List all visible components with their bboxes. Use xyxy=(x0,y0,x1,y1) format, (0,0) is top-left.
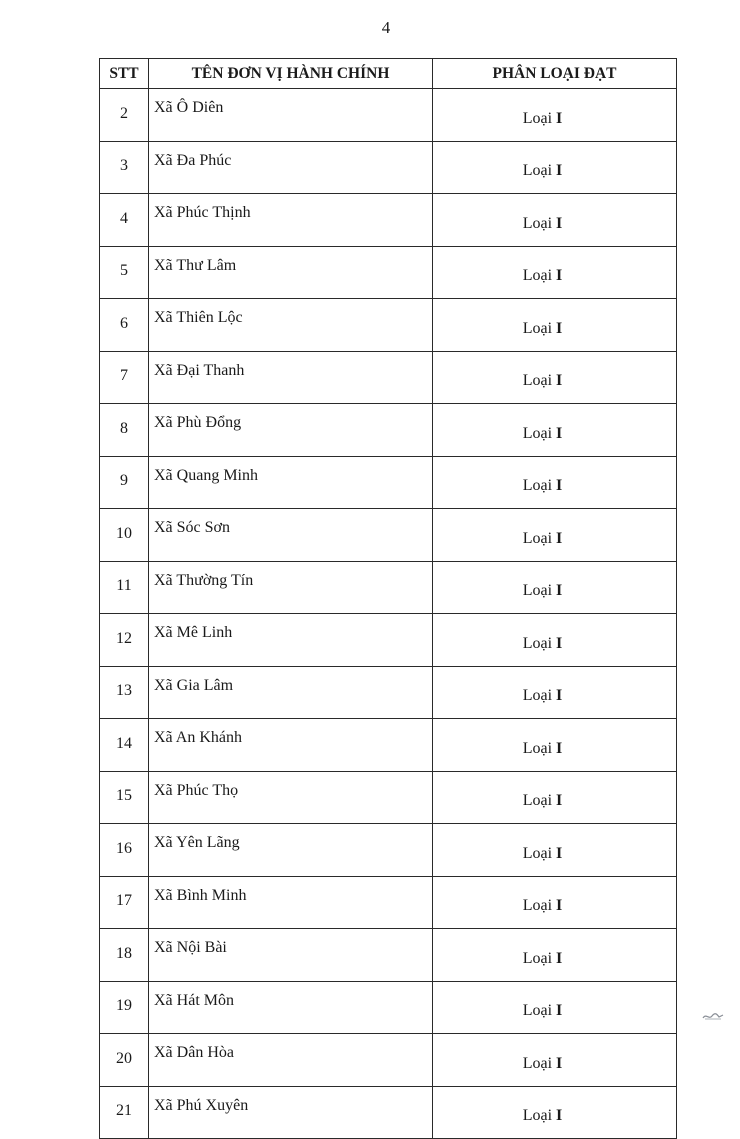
row-stt: 19 xyxy=(100,981,149,1034)
row-unit-name: Xã Hát Môn xyxy=(149,981,433,1034)
row-unit-name: Xã Gia Lâm xyxy=(149,666,433,719)
table-row xyxy=(100,824,677,877)
row-classification xyxy=(433,1034,677,1087)
classification-prefix: Loại xyxy=(522,949,553,967)
row-unit-name: Xã Phúc Thọ xyxy=(149,771,433,824)
row-stt: 15 xyxy=(100,771,149,824)
row-unit-name: Xã Bình Minh xyxy=(149,876,433,929)
row-unit-name: Xã Đại Thanh xyxy=(149,351,433,404)
row-unit-name: Xã Phú Xuyên xyxy=(149,1086,433,1139)
table-row xyxy=(100,299,677,352)
row-classification xyxy=(433,351,677,404)
classification-grade: I xyxy=(556,739,563,757)
row-unit-name: Xã Yên Lãng xyxy=(149,824,433,877)
table-row xyxy=(100,929,677,982)
classification-grade: I xyxy=(556,949,563,967)
classification-prefix: Loại xyxy=(522,109,553,127)
row-classification xyxy=(433,456,677,509)
classification-grade: I xyxy=(556,1054,563,1072)
row-unit-name: Xã Sóc Sơn xyxy=(149,509,433,562)
row-unit-name: Xã Quang Minh xyxy=(149,456,433,509)
row-stt: 3 xyxy=(100,141,149,194)
table-row xyxy=(100,1034,677,1087)
row-stt: 6 xyxy=(100,299,149,352)
row-classification xyxy=(433,404,677,457)
row-classification xyxy=(433,981,677,1034)
row-classification xyxy=(433,876,677,929)
page-number: 4 xyxy=(381,18,391,37)
row-classification xyxy=(433,771,677,824)
table-row xyxy=(100,509,677,562)
row-classification xyxy=(433,509,677,562)
row-classification xyxy=(433,89,677,142)
classification-prefix: Loại xyxy=(522,844,553,862)
classification-grade: I xyxy=(556,424,563,442)
row-unit-name: Xã Phúc Thịnh xyxy=(149,194,433,247)
row-classification xyxy=(433,299,677,352)
row-classification xyxy=(433,1086,677,1139)
table-header-row xyxy=(100,59,677,89)
row-unit-name: Xã Thường Tín xyxy=(149,561,433,614)
row-unit-name: Xã Dân Hòa xyxy=(149,1034,433,1087)
classification-prefix: Loại xyxy=(522,739,553,757)
table-row xyxy=(100,141,677,194)
classification-prefix: Loại xyxy=(522,582,553,600)
row-stt: 18 xyxy=(100,929,149,982)
table-row xyxy=(100,876,677,929)
row-stt: 12 xyxy=(100,614,149,667)
row-classification xyxy=(433,561,677,614)
classification-grade: I xyxy=(556,214,563,232)
row-unit-name: Xã Phù Đổng xyxy=(149,404,433,457)
row-stt: 14 xyxy=(100,719,149,772)
table-row xyxy=(100,614,677,667)
row-stt: 7 xyxy=(100,351,149,404)
table-row xyxy=(100,194,677,247)
classification-grade: I xyxy=(556,267,563,285)
table-row xyxy=(100,561,677,614)
classification-prefix: Loại xyxy=(522,1107,553,1125)
header-stt: STT xyxy=(100,59,149,89)
row-unit-name: Xã Thiên Lộc xyxy=(149,299,433,352)
classification-grade: I xyxy=(556,792,563,810)
row-stt: 20 xyxy=(100,1034,149,1087)
row-stt: 21 xyxy=(100,1086,149,1139)
classification-prefix: Loại xyxy=(522,529,553,547)
classification-grade: I xyxy=(556,687,563,705)
row-classification xyxy=(433,141,677,194)
table-row xyxy=(100,981,677,1034)
classification-prefix: Loại xyxy=(522,214,553,232)
row-stt: 16 xyxy=(100,824,149,877)
classification-grade: I xyxy=(556,319,563,337)
classification-prefix: Loại xyxy=(522,792,553,810)
classification-prefix: Loại xyxy=(522,897,553,915)
classification-prefix: Loại xyxy=(522,424,553,442)
table-row xyxy=(100,771,677,824)
table-row xyxy=(100,351,677,404)
classification-grade: I xyxy=(556,897,563,915)
table-row xyxy=(100,719,677,772)
row-unit-name: Xã Nội Bài xyxy=(149,929,433,982)
row-classification xyxy=(433,614,677,667)
row-classification xyxy=(433,666,677,719)
classification-grade: I xyxy=(556,477,563,495)
row-stt: 8 xyxy=(100,404,149,457)
row-unit-name: Xã Đa Phúc xyxy=(149,141,433,194)
row-stt: 9 xyxy=(100,456,149,509)
classification-prefix: Loại xyxy=(522,319,553,337)
signature-mark-icon xyxy=(702,1010,724,1025)
table-row xyxy=(100,1086,677,1139)
classification-grade: I xyxy=(556,162,563,180)
row-classification xyxy=(433,719,677,772)
row-unit-name: Xã Mê Linh xyxy=(149,614,433,667)
header-unit-name: TÊN ĐƠN VỊ HÀNH CHÍNH xyxy=(149,59,433,89)
classification-prefix: Loại xyxy=(522,162,553,180)
row-classification xyxy=(433,194,677,247)
classification-grade: I xyxy=(556,634,563,652)
row-stt: 11 xyxy=(100,561,149,614)
classification-prefix: Loại xyxy=(522,1054,553,1072)
table-row xyxy=(100,404,677,457)
classification-prefix: Loại xyxy=(522,634,553,652)
row-classification xyxy=(433,824,677,877)
table-row xyxy=(100,89,677,142)
classification-grade: I xyxy=(556,844,563,862)
row-stt: 10 xyxy=(100,509,149,562)
classification-grade: I xyxy=(556,372,563,390)
row-stt: 5 xyxy=(100,246,149,299)
classification-grade: I xyxy=(556,582,563,600)
table-row xyxy=(100,666,677,719)
header-classification: PHÂN LOẠI ĐẠT xyxy=(433,59,677,89)
row-unit-name: Xã Thư Lâm xyxy=(149,246,433,299)
row-stt: 17 xyxy=(100,876,149,929)
row-classification xyxy=(433,246,677,299)
classification-grade: I xyxy=(556,1107,563,1125)
row-stt: 4 xyxy=(100,194,149,247)
classification-prefix: Loại xyxy=(522,372,553,390)
classification-grade: I xyxy=(556,109,563,127)
row-stt: 13 xyxy=(100,666,149,719)
classification-table xyxy=(99,58,677,1139)
row-unit-name: Xã An Khánh xyxy=(149,719,433,772)
classification-grade: I xyxy=(556,529,563,547)
classification-prefix: Loại xyxy=(522,687,553,705)
classification-prefix: Loại xyxy=(522,267,553,285)
table-row xyxy=(100,456,677,509)
classification-grade: I xyxy=(556,1002,563,1020)
classification-prefix: Loại xyxy=(522,1002,553,1020)
classification-prefix: Loại xyxy=(522,477,553,495)
table-row xyxy=(100,246,677,299)
row-unit-name: Xã Ô Diên xyxy=(149,89,433,142)
table-body xyxy=(100,89,677,1139)
row-classification xyxy=(433,929,677,982)
row-stt: 2 xyxy=(100,89,149,142)
